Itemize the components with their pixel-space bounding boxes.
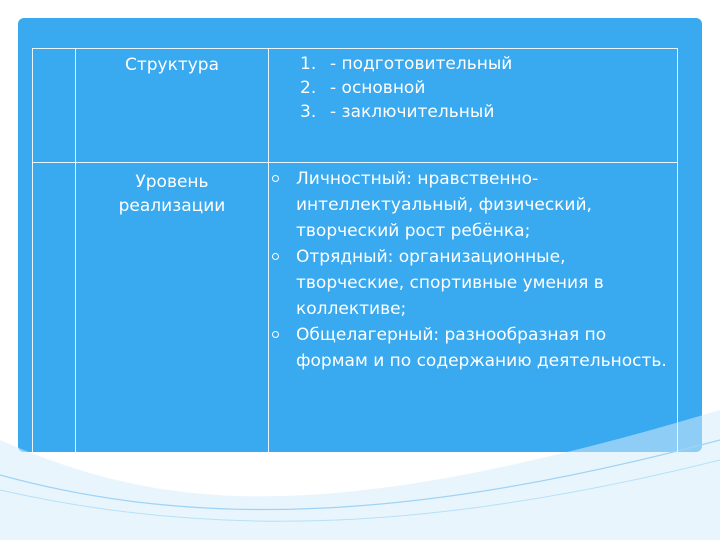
row-label-level: Уровень реализации	[118, 172, 226, 216]
list-item: 2. - основной	[300, 78, 426, 98]
bullet-icon	[272, 253, 279, 260]
levels-list	[270, 166, 670, 374]
list-item: 1. - подготовительный	[300, 54, 513, 74]
column-divider	[75, 49, 76, 452]
bullet-icon	[272, 175, 279, 182]
list-item: Общелагерный: разнообразная по формам и по содержанию деятельность.	[270, 322, 670, 374]
row-divider	[33, 162, 677, 163]
stages-list	[300, 52, 512, 124]
list-item: 3. - заключительный	[300, 102, 495, 122]
column-divider	[268, 49, 269, 452]
list-item: Личностный: нравственно-интеллектуальный, физический, творческий рост ребёнка;	[270, 166, 670, 244]
row-label-structure: Структура	[124, 55, 220, 75]
bullet-icon	[272, 331, 279, 338]
list-item: Отрядный: организационные, творческие, спортивные умения в коллективе;	[270, 244, 670, 322]
